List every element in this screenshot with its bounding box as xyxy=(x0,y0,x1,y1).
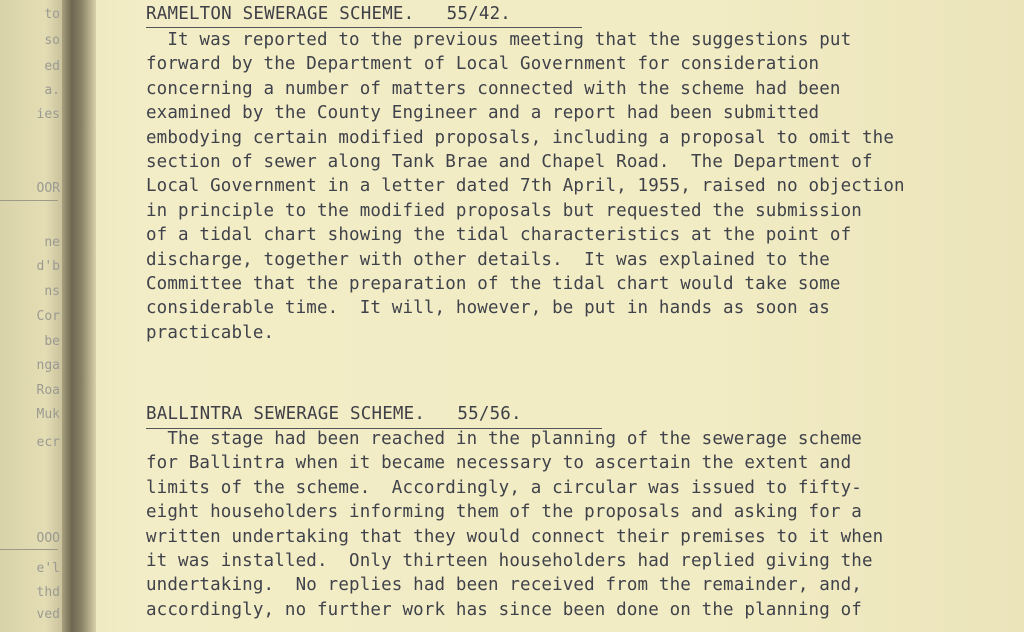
margin-fragment: e'l xyxy=(36,561,60,576)
text-line: practicable. xyxy=(146,322,275,343)
margin-fragment: be xyxy=(44,334,60,349)
margin-fragment: ecr xyxy=(36,435,60,450)
margin-fragment: OOO xyxy=(36,531,60,546)
section-title: BALLINTRA SEWERAGE SCHEME. xyxy=(146,404,426,424)
section-heading-ramelton xyxy=(146,3,511,25)
margin-rule xyxy=(0,200,58,201)
text-line: for Ballintra when it became necessary to ascertain the extent and xyxy=(146,453,852,474)
text-line: embodying certain modified proposals, including a proposal to omit the xyxy=(146,127,895,148)
book-gutter xyxy=(62,0,96,632)
section-reference: 55/56. xyxy=(457,404,522,424)
margin-fragment: d'b xyxy=(36,259,60,274)
text-line: eight householders informing them of the proposals and asking for a xyxy=(146,502,862,523)
text-line: Committee that the preparation of the tidal chart would take some xyxy=(146,274,841,295)
margin-rule xyxy=(0,549,58,550)
text-line: section of sewer along Tank Brae and Chapel Road. The Department of xyxy=(146,152,873,173)
margin-fragment: a. xyxy=(44,83,60,98)
text-line: discharge, together with other details. It was explained to the xyxy=(146,249,830,270)
margin-fragment: so xyxy=(44,33,60,48)
text-line: examined by the County Engineer and a report had been submitted xyxy=(146,103,820,124)
margin-fragment: to xyxy=(44,7,60,22)
margin-fragment: ved xyxy=(36,607,60,622)
text-line: It was reported to the previous meeting that the suggestions put xyxy=(146,30,852,50)
section-title: RAMELTON SEWERAGE SCHEME. xyxy=(146,4,415,24)
section-reference: 55/42. xyxy=(446,4,512,24)
margin-fragment: OOR xyxy=(36,181,60,196)
margin-fragment: Muk xyxy=(36,407,60,422)
text-line: forward by the Department of Local Government for consideration xyxy=(146,54,820,75)
text-line: considerable time. It will, however, be put in hands as soon as xyxy=(146,298,830,319)
section-heading-ballintra xyxy=(146,403,522,425)
text-line: in principle to the modified proposals but requested the submission xyxy=(146,200,862,221)
margin-fragment: ed xyxy=(44,59,60,74)
paragraph-ramelton xyxy=(146,28,1024,345)
margin-fragment: Cor xyxy=(36,309,60,324)
text-line: written undertaking that they would connect their premises to it when xyxy=(146,526,884,547)
text-line: concerning a number of matters connected with the scheme had been xyxy=(146,78,841,99)
margin-fragment: thd xyxy=(36,585,60,600)
text-line: undertaking. No replies had been received from the remainder, and, xyxy=(146,575,862,596)
margin-fragment: ies xyxy=(36,107,60,122)
text-line: of a tidal chart showing the tidal characteristics at the point of xyxy=(146,225,852,246)
text-line: limits of the scheme. Accordingly, a circular was issued to fifty- xyxy=(146,477,862,498)
margin-fragment: ns xyxy=(44,284,60,299)
margin-fragment: nga xyxy=(36,358,60,373)
text-line: accordingly, no further work has since been done on the planning of xyxy=(146,599,862,620)
text-line: The stage had been reached in the planning of the sewerage scheme xyxy=(146,429,862,449)
text-line: it was installed. Only thirteen householders had replied giving the xyxy=(146,551,873,572)
margin-fragment: ne xyxy=(44,235,60,250)
text-line: Local Government in a letter dated 7th April, 1955, raised no objection xyxy=(146,176,905,197)
paragraph-ballintra xyxy=(146,427,1024,622)
margin-fragment: Roa xyxy=(36,383,60,398)
